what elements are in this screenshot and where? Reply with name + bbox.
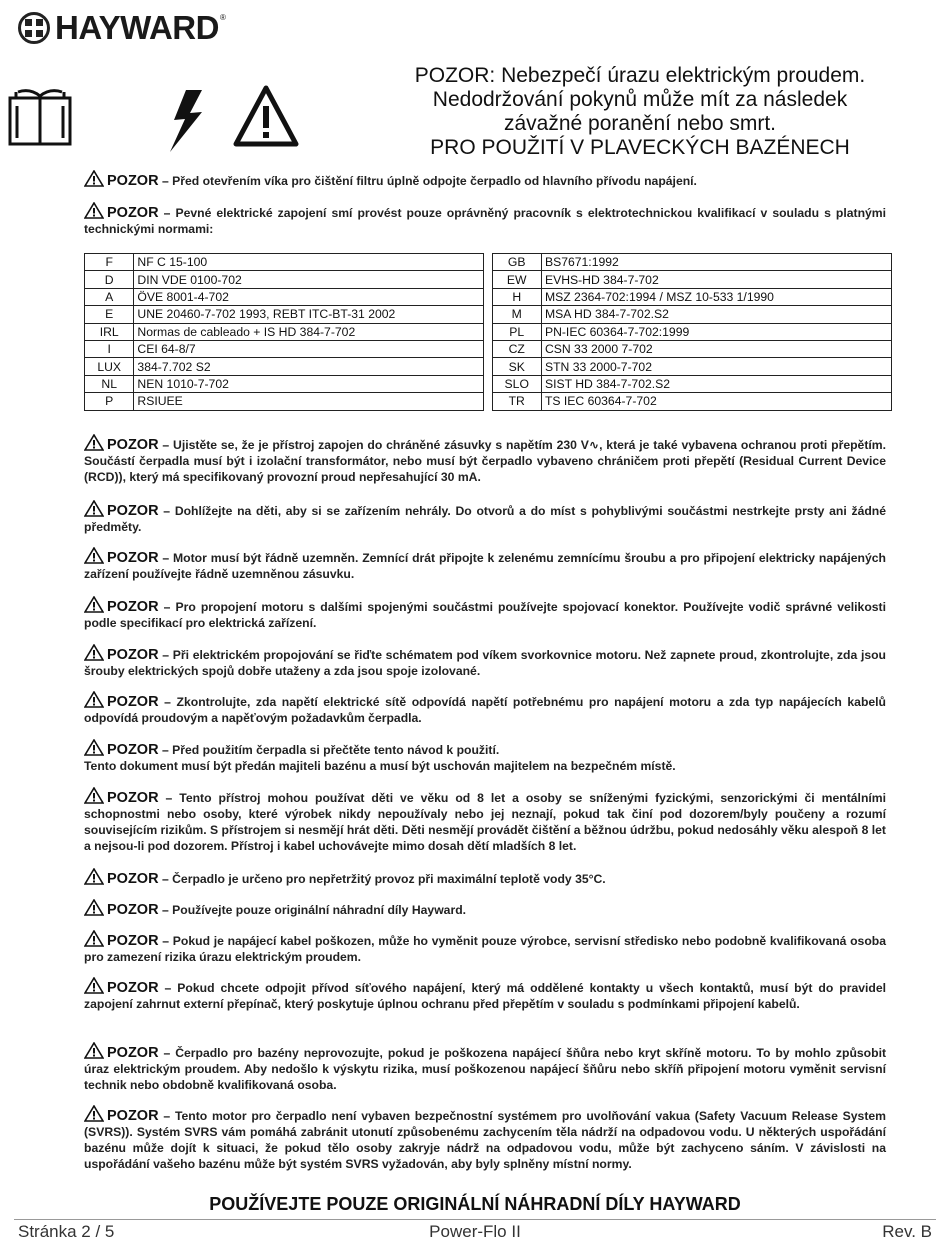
- headline-line-3: závažné poranění nebo smrt.: [504, 112, 776, 135]
- warning-icon: [84, 930, 104, 947]
- warning-text: Pevné elektrické zapojení smí provést pouze oprávněný pracovník s elektrotechnickou kvalifikací v souladu s platnými technickými normami:: [84, 206, 887, 236]
- warning-icon: [84, 739, 104, 756]
- table-gap: [484, 358, 492, 375]
- warning-13: POZOR – Pokud je napájecí kabel poškozen, může ho vyměnit pouze výrobce, servisní středisko nebo podobně kvalifikovaná osoba pro zamezení rizika úrazu elektrickým proudem.: [84, 930, 886, 965]
- warning-label: POZOR: [107, 694, 159, 710]
- standard-cell: UNE 20460-7-702 1993, REBT ITC-BT-31 2002: [134, 306, 484, 323]
- warning-text: Před použitím čerpadla si přečtěte tento návod k použití.: [172, 743, 500, 757]
- standard-cell: MSA HD 384-7-702.S2: [541, 306, 891, 323]
- standard-cell: CEI 64-8/7: [134, 340, 484, 357]
- warning-label: POZOR: [107, 647, 159, 663]
- warning-icon: [84, 170, 104, 187]
- warning-text: Při elektrickém propojování se řiďte schématem pod víkem svorkovnice motoru. Než zapnete proud, zkontrolujte, zda jsou šrouby elektrických spojů dobře utaženy a zda jsou spoje izolované.: [84, 648, 887, 678]
- country-code-cell: H: [492, 288, 541, 305]
- warning-text: Motor musí být řádně uzemněn. Zemnící drát připojte k zelenému zemnícímu šroubu a pro připojení elektricky napájených zařízení používejte řádně uzemněnou zásuvku.: [84, 551, 886, 581]
- country-code-cell: LUX: [85, 358, 134, 375]
- warning-icon: [84, 500, 104, 517]
- warning-text: Používejte pouze originální náhradní díly Hayward.: [172, 903, 467, 917]
- standards-row: [85, 340, 892, 357]
- warning-text: Čerpadlo je určeno pro nepřetržitý provoz při maximální teplotě vody 35°C.: [172, 872, 606, 886]
- country-code-cell: IRL: [85, 323, 134, 340]
- header-icons: [6, 84, 306, 154]
- country-code-cell: NL: [85, 375, 134, 392]
- standards-row: [85, 254, 892, 271]
- warning-label: POZOR: [107, 550, 159, 566]
- country-code-cell: F: [85, 254, 134, 271]
- standards-row: [85, 393, 892, 410]
- manual-book-icon: [10, 91, 70, 144]
- table-gap: [484, 271, 492, 288]
- warning-icon: [84, 596, 104, 613]
- warning-label: POZOR: [107, 902, 159, 918]
- footer-product-name: Power-Flo II: [429, 1222, 521, 1241]
- warning-icon: [84, 977, 104, 994]
- warning-label: POZOR: [107, 599, 159, 615]
- country-code-cell: SLO: [492, 375, 541, 392]
- standard-cell: SIST HD 384-7-702.S2: [541, 375, 891, 392]
- warning-triangle-icon: [236, 88, 296, 144]
- country-code-cell: EW: [492, 271, 541, 288]
- standards-table-body: [85, 254, 892, 411]
- footer-revision: Rev. B: [882, 1222, 932, 1241]
- footer-page-number: Stránka 2 / 5: [18, 1222, 115, 1241]
- warning-14: POZOR – Pokud chcete odpojit přívod síťového napájení, který má oddělené kontakty u všech kontaktů, musí být do pravidel zapojení zahrnut externí přepínač, který poskytuje úplnou ochranu před přepětím v souladu s podmínkami připojení kabelů.: [84, 977, 886, 1012]
- country-code-cell: TR: [492, 393, 541, 410]
- warning-8: POZOR – Zkontrolujte, zda napětí elektrické sítě odpovídá napětí potřebnému pro napájení motoru a zda typ napájecích kabelů odpovídá proudovým a napěťovým požadavkům čerpadla.: [84, 691, 886, 726]
- warning-9: POZOR – Před použitím čerpadla si přečtěte tento návod k použití. Tento dokument musí být předán majiteli bazénu a musí být uschován majitelem na bezpečném místě.: [84, 739, 886, 774]
- warning-text: Tento motor pro čerpadlo není vybaven bezpečnostní systémem pro uvolňování vakua (Safety Vacuum Release System (SVRS)). Systém SVRS vám pomáhá zabránit utonutí způsobenému zachycením těla nádrží na odpadovou vodu. U některých uspořádání bazénu může dojít k situaci, že pokud tělo osoby zakryje nádrž na odpadovou vodu, může být zachyceno sáním. V závislosti na uspořádání vašeho bazénu může být systém SVRS vyžadován, aby byly splněny místní normy.: [84, 1109, 887, 1171]
- standard-cell: NEN 1010-7-702: [134, 375, 484, 392]
- warning-label: POZOR: [107, 790, 159, 806]
- headline-line-4: PRO POUŽITÍ V PLAVECKÝCH BAZÉNECH: [430, 136, 850, 159]
- footer-divider: [14, 1219, 936, 1220]
- standard-cell: ÖVE 8001-4-702: [134, 288, 484, 305]
- warning-text: Zkontrolujte, zda napětí elektrické sítě odpovídá napětí potřebnému pro napájení motoru a zda typ napájecích kabelů odpovídá proudovým a napěťovým požadavkům čerpadla.: [84, 695, 887, 725]
- standard-cell: EVHS-HD 384-7-702: [541, 271, 891, 288]
- standards-row: [85, 375, 892, 392]
- warning-text: Tento přístroj mohou používat děti ve věku od 8 let a osoby se sníženými fyzickými, senzorickými či mentálními schopnostmi nebo osoby, které výrobek nikdy nepoužívaly nebo jej neznají, pokud tak činí pod dozorem/byly poučeny a rozumí souvisejícím rizikům. S přístrojem si nesmějí hrát děti. Děti nesmějí provádět čištění a běžnou údržbu, pokud nedosáhly věku alespoň 8 let a nejsou-li pod dozorem. Přístroj i kabel uchovávejte mimo dosah dětí mladších 8 let.: [84, 791, 886, 853]
- warning-label: POZOR: [107, 871, 159, 887]
- table-gap: [484, 375, 492, 392]
- warning-text: Pokud chcete odpojit přívod síťového napájení, který má oddělené kontakty u všech kontaktů, musí být do pravidel zapojení zahrnut externí přepínač, který poskytuje úplnou ochranu před přepětím v souladu s podmínkami připojení kabelů.: [84, 981, 887, 1011]
- warning-icon: [84, 1042, 104, 1059]
- warning-label: POZOR: [107, 742, 159, 758]
- warning-label: POZOR: [107, 1045, 159, 1061]
- hayward-logo-mark-icon: [18, 12, 50, 44]
- country-code-cell: CZ: [492, 340, 541, 357]
- warning-label: POZOR: [107, 933, 159, 949]
- warning-text: Ujistěte se, že je přístroj zapojen do chráněné zásuvky s napětím 230 V∿, která je také vybavena ochranou proti přepětím. Součástí čerpadla musí být i izolační transformátor, nebo musí být čerpadlo vybaveno chráničem proti přepětí (Residual Current Device (RCD)), který má specifikovaný provozní proud nepřesahující 30 mA.: [84, 438, 886, 484]
- standard-cell: NF C 15-100: [134, 254, 484, 271]
- warning-2: POZOR – Pevné elektrické zapojení smí provést pouze oprávněný pracovník s elektrotechnickou kvalifikací v souladu s platnými technickými normami:: [84, 202, 886, 237]
- standards-table: [84, 253, 892, 411]
- warning-label: POZOR: [107, 205, 159, 221]
- country-code-cell: PL: [492, 323, 541, 340]
- warning-11: POZOR – Čerpadlo je určeno pro nepřetržitý provoz při maximální teplotě vody 35°C.: [84, 868, 886, 887]
- warning-icon: [84, 202, 104, 219]
- warning-3: POZOR – Ujistěte se, že je přístroj zapojen do chráněné zásuvky s napětím 230 V∿, která je také vybavena ochranou proti přepětím. Součástí čerpadla musí být i izolační transformátor, nebo musí být čerpadlo vybaveno chráničem proti přepětí (Residual Current Device (RCD)), který má specifikovaný provozní proud nepřesahující 30 mA.: [84, 434, 886, 485]
- country-code-cell: P: [85, 393, 134, 410]
- country-code-cell: M: [492, 306, 541, 323]
- standard-cell: STN 33 2000-7-702: [541, 358, 891, 375]
- warning-icon: [84, 899, 104, 916]
- standards-row: [85, 288, 892, 305]
- country-code-cell: I: [85, 340, 134, 357]
- warning-icon: [84, 868, 104, 885]
- standards-row: [85, 358, 892, 375]
- standard-cell: 384-7.702 S2: [134, 358, 484, 375]
- headline-line-1: POZOR: Nebezpečí úrazu elektrickým proudem.: [414, 64, 866, 87]
- logo-text: HAYWARD: [55, 9, 219, 46]
- table-gap: [484, 323, 492, 340]
- warning-icon: [84, 547, 104, 564]
- warning-text: Pro propojení motoru s dalšími spojenými součástmi používejte spojovací konektor. Používejte vodič správné velikosti podle specifikací pro elektrická zařízení.: [84, 600, 886, 630]
- standard-cell: TS IEC 60364-7-702: [541, 393, 891, 410]
- warning-label: POZOR: [107, 503, 159, 519]
- country-code-cell: GB: [492, 254, 541, 271]
- warning-6: POZOR – Pro propojení motoru s dalšími spojenými součástmi používejte spojovací konektor. Používejte vodič správné velikosti podle specifikací pro elektrická zařízení.: [84, 596, 886, 631]
- standard-cell: MSZ 2364-702:1994 / MSZ 10-533 1/1990: [541, 288, 891, 305]
- country-code-cell: SK: [492, 358, 541, 375]
- warning-label: POZOR: [107, 980, 159, 996]
- hayward-logo: [18, 11, 226, 45]
- standard-cell: BS7671:1992: [541, 254, 891, 271]
- table-gap: [484, 340, 492, 357]
- warning-7: POZOR – Při elektrickém propojování se řiďte schématem pod víkem svorkovnice motoru. Než zapnete proud, zkontrolujte, zda jsou šrouby elektrických spojů dobře utaženy a zda jsou spoje izolované.: [84, 644, 886, 679]
- standard-cell: CSN 33 2000 7-702: [541, 340, 891, 357]
- warning-15: POZOR – Čerpadlo pro bazény neprovozujte, pokud je poškozena napájecí šňůra nebo kryt skříně motoru. To by mohlo způsobit úraz elektrickým proudem. Aby nedošlo k výskytu rizika, musí poškozenou napájecí šňůru nebo skříň připojení motoru vyměnit servisní technik nebo obdobně kvalifikovaná osoba.: [84, 1042, 886, 1093]
- warning-text: Před otevřením víka pro čištění filtru úplně odpojte čerpadlo od hlavního přívodu napájení.: [172, 174, 697, 188]
- warning-text: Čerpadlo pro bazény neprovozujte, pokud je poškozena napájecí šňůra nebo kryt skříně motoru. To by mohlo způsobit úraz elektrickým proudem. Aby nedošlo k výskytu rizika, musí poškozenou napájecí šňůru nebo skříň připojení motoru vyměnit servisní technik nebo obdobně kvalifikovaná osoba.: [84, 1046, 887, 1092]
- warning-label: POZOR: [107, 1108, 159, 1124]
- warning-10: POZOR – Tento přístroj mohou používat děti ve věku od 8 let a osoby se sníženými fyzickými, senzorickými či mentálními schopnostmi nebo osoby, které výrobek nikdy nepoužívaly nebo jej neznají, pokud tak činí pod dozorem/byly poučeny a rozumí souvisejícím rizikům. S přístrojem si nesmějí hrát děti. Děti nesmějí provádět čištění a běžnou údržbu, pokud nedosáhly věku alespoň 8 let a nejsou-li pod dozorem. Přístroj i kabel uchovávejte mimo dosah dětí mladších 8 let.: [84, 787, 886, 854]
- lightning-bolt-icon: [170, 90, 202, 152]
- warning-16: POZOR – Tento motor pro čerpadlo není vybaven bezpečnostní systémem pro uvolňování vakua (Safety Vacuum Release System (SVRS)). Systém SVRS vám pomáhá zabránit utonutí způsobenému zachycením těla nádrží na odpadovou vodu. U některých uspořádání bazénu může dojít k situaci, že pokud tělo osoby zakryje nádrž na odpadovou vodu, může být zachyceno sáním. V závislosti na uspořádání vašeho bazénu může být systém SVRS vyžadován, aby byly splněny místní normy.: [84, 1105, 886, 1172]
- warning-text: Pokud je napájecí kabel poškozen, může ho vyměnit pouze výrobce, servisní středisko nebo podobně kvalifikovaná osoba pro zamezení rizika úrazu elektrickým proudem.: [84, 934, 887, 964]
- headline-line-2: Nedodržování pokynů může mít za následek: [432, 88, 848, 111]
- table-gap: [484, 306, 492, 323]
- warning-4: POZOR – Dohlížejte na děti, aby si se zařízením nehrály. Do otvorů a do míst s pohyblivými součástmi nestrkejte prsty ani žádné předměty.: [84, 500, 886, 535]
- standards-row: [85, 306, 892, 323]
- standards-row: [85, 323, 892, 340]
- footer-headline: POUŽÍVEJTE POUZE ORIGINÁLNÍ NÁHRADNÍ DÍLY HAYWARD: [209, 1194, 741, 1214]
- warning-icon: [84, 644, 104, 661]
- table-gap: [484, 254, 492, 271]
- table-gap: [484, 288, 492, 305]
- country-code-cell: D: [85, 271, 134, 288]
- standard-cell: Normas de cableado + IS HD 384-7-702: [134, 323, 484, 340]
- table-gap: [484, 393, 492, 410]
- warning-12: POZOR – Používejte pouze originální náhradní díly Hayward.: [84, 899, 886, 918]
- country-code-cell: A: [85, 288, 134, 305]
- warning-icon: [84, 1105, 104, 1122]
- warning-5: POZOR – Motor musí být řádně uzemněn. Zemnící drát připojte k zelenému zemnícímu šroubu a pro připojení elektricky napájených zařízení používejte řádně uzemněnou zásuvku.: [84, 547, 886, 582]
- warning-text: Dohlížejte na děti, aby si se zařízením nehrály. Do otvorů a do míst s pohyblivými součástmi nestrkejte prsty ani žádné předměty.: [84, 504, 887, 534]
- warning-icon: [84, 434, 104, 451]
- standard-cell: DIN VDE 0100-702: [134, 271, 484, 288]
- logo-registered-mark: ®: [219, 13, 226, 22]
- warning-label: POZOR: [107, 437, 159, 453]
- warning-label: POZOR: [107, 173, 159, 189]
- standard-cell: RSIUEE: [134, 393, 484, 410]
- page-headline: [350, 64, 930, 160]
- standard-cell: PN-IEC 60364-7-702:1999: [541, 323, 891, 340]
- standards-row: [85, 271, 892, 288]
- warning-1: POZOR – Před otevřením víka pro čištění filtru úplně odpojte čerpadlo od hlavního přívodu napájení.: [84, 170, 886, 189]
- handover-note: Tento dokument musí být předán majiteli bazénu a musí být uschován majitelem na bezpečném místě.: [84, 759, 676, 773]
- warning-icon: [84, 691, 104, 708]
- country-code-cell: E: [85, 306, 134, 323]
- warning-icon: [84, 787, 104, 804]
